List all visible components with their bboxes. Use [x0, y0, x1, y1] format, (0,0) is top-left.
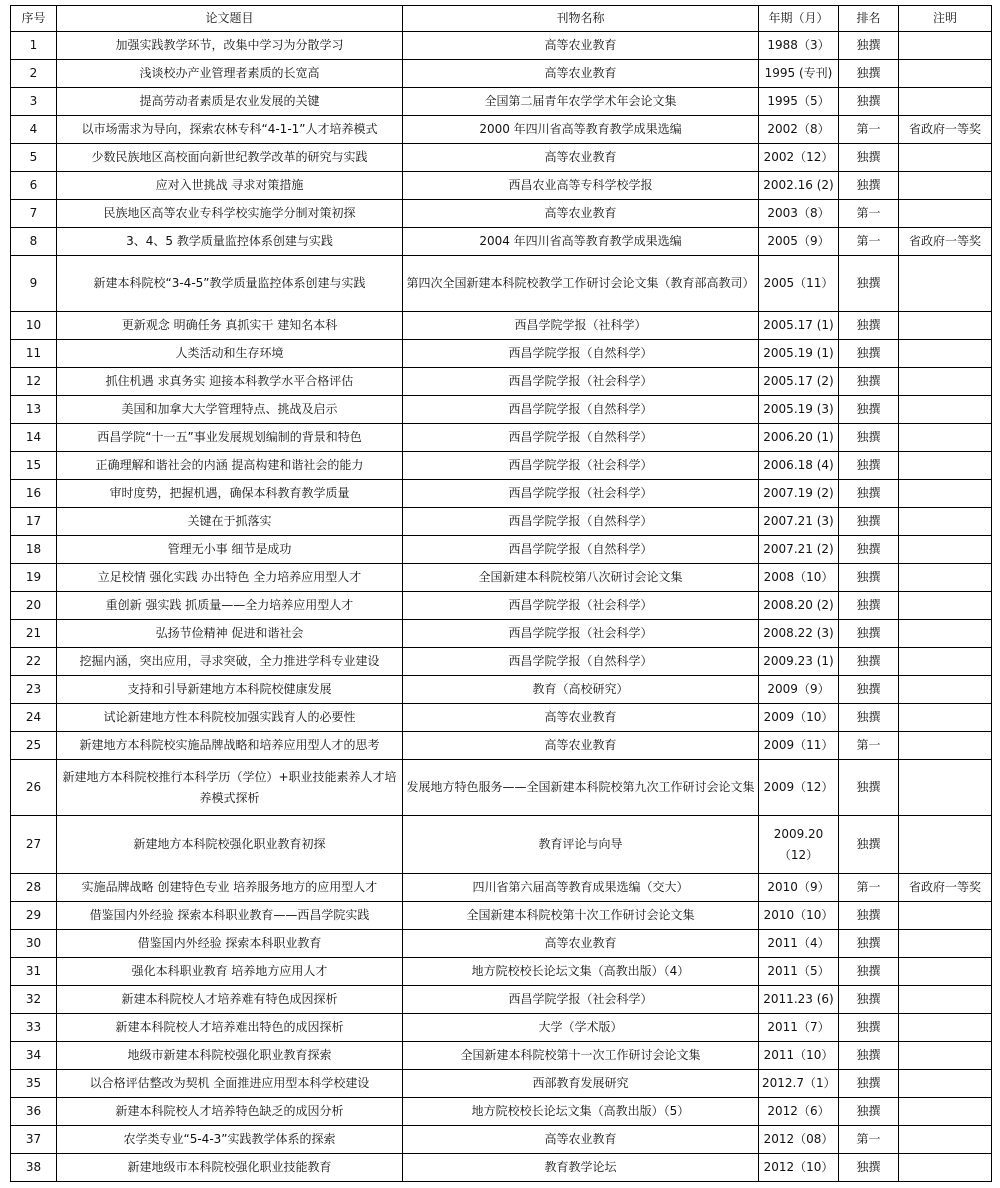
- cell-issue: 2005.19 (3): [759, 396, 839, 424]
- cell-journal: 地方院校校长论坛文集（高教出版）（4）: [403, 958, 759, 986]
- cell-title: 农学类专业“5-4-3”实践教学体系的探索: [57, 1126, 403, 1154]
- cell-title: 挖掘内涵，突出应用，寻求突破，全力推进学科专业建设: [57, 648, 403, 676]
- table-row: [11, 564, 992, 592]
- table-row: [11, 676, 992, 704]
- cell-rank: 独撰: [839, 620, 899, 648]
- cell-no: 13: [11, 396, 57, 424]
- cell-rank: 独撰: [839, 452, 899, 480]
- cell-rank: 独撰: [839, 88, 899, 116]
- table-row: [11, 144, 992, 172]
- table-row: [11, 648, 992, 676]
- cell-rank: 独撰: [839, 648, 899, 676]
- cell-issue: 2007.21 (3): [759, 508, 839, 536]
- cell-no: 24: [11, 704, 57, 732]
- cell-title: 实施品牌战略 创建特色专业 培养服务地方的应用型人才: [57, 874, 403, 902]
- cell-rank: 独撰: [839, 704, 899, 732]
- table-row: [11, 312, 992, 340]
- cell-journal: 四川省第六届高等教育成果选编（交大）: [403, 874, 759, 902]
- cell-title: 审时度势，把握机遇，确保本科教育教学质量: [57, 480, 403, 508]
- cell-no: 38: [11, 1154, 57, 1182]
- table-row: [11, 60, 992, 88]
- table-row: [11, 32, 992, 60]
- cell-note: [899, 536, 992, 564]
- cell-no: 12: [11, 368, 57, 396]
- cell-no: 35: [11, 1070, 57, 1098]
- cell-no: 7: [11, 200, 57, 228]
- table-row: [11, 1098, 992, 1126]
- cell-issue: 2005.17 (1): [759, 312, 839, 340]
- cell-journal: 西昌学院学报（社会科学）: [403, 368, 759, 396]
- cell-title: 支持和引导新建地方本科院校健康发展: [57, 676, 403, 704]
- cell-note: [899, 930, 992, 958]
- cell-note: [899, 508, 992, 536]
- cell-rank: 独撰: [839, 1098, 899, 1126]
- cell-rank: 独撰: [839, 676, 899, 704]
- cell-no: 1: [11, 32, 57, 60]
- cell-note: 省政府一等奖: [899, 228, 992, 256]
- cell-issue: 2009（10）: [759, 704, 839, 732]
- cell-note: [899, 88, 992, 116]
- cell-no: 15: [11, 452, 57, 480]
- cell-title: 新建本科院校“3-4-5”教学质量监控体系创建与实践: [57, 256, 403, 312]
- cell-no: 16: [11, 480, 57, 508]
- cell-note: [899, 1042, 992, 1070]
- cell-no: 14: [11, 424, 57, 452]
- cell-note: [899, 986, 992, 1014]
- cell-note: [899, 144, 992, 172]
- cell-title: 提高劳动者素质是农业发展的关键: [57, 88, 403, 116]
- cell-note: [899, 564, 992, 592]
- cell-rank: 独撰: [839, 986, 899, 1014]
- cell-title: 重创新 强实践 抓质量——全力培养应用型人才: [57, 592, 403, 620]
- cell-no: 17: [11, 508, 57, 536]
- cell-rank: 第一: [839, 732, 899, 760]
- cell-journal: 西昌学院学报（社科学）: [403, 312, 759, 340]
- cell-journal: 高等农业教育: [403, 704, 759, 732]
- cell-issue: 2010（10）: [759, 902, 839, 930]
- cell-rank: 第一: [839, 116, 899, 144]
- table-row: [11, 1042, 992, 1070]
- cell-journal: 西昌学院学报（社会科学）: [403, 592, 759, 620]
- cell-journal: 全国新建本科院校第八次研讨会论文集: [403, 564, 759, 592]
- cell-note: 省政府一等奖: [899, 874, 992, 902]
- table-row: [11, 172, 992, 200]
- cell-issue: 2009（11）: [759, 732, 839, 760]
- table-row: [11, 816, 992, 874]
- cell-rank: 独撰: [839, 312, 899, 340]
- table-row: [11, 986, 992, 1014]
- cell-journal: 西昌学院学报（社会科学）: [403, 480, 759, 508]
- cell-journal: 西昌学院学报（自然科学）: [403, 536, 759, 564]
- cell-title: 管理无小事 细节是成功: [57, 536, 403, 564]
- cell-journal: 全国新建本科院校第十次工作研讨会论文集: [403, 902, 759, 930]
- cell-title: 试论新建地方性本科院校加强实践育人的必要性: [57, 704, 403, 732]
- cell-journal: 发展地方特色服务——全国新建本科院校第九次工作研讨会论文集: [403, 760, 759, 816]
- cell-note: [899, 676, 992, 704]
- cell-issue: 2002（12）: [759, 144, 839, 172]
- cell-rank: 独撰: [839, 60, 899, 88]
- cell-no: 5: [11, 144, 57, 172]
- cell-title: 强化本科职业教育 培养地方应用人才: [57, 958, 403, 986]
- cell-no: 21: [11, 620, 57, 648]
- cell-no: 34: [11, 1042, 57, 1070]
- cell-title: 借鉴国内外经验 探索本科职业教育——西昌学院实践: [57, 902, 403, 930]
- cell-issue: 2007.19 (2): [759, 480, 839, 508]
- cell-no: 25: [11, 732, 57, 760]
- table-row: [11, 396, 992, 424]
- table-row: [11, 958, 992, 986]
- cell-no: 3: [11, 88, 57, 116]
- cell-journal: 西昌学院学报（自然科学）: [403, 396, 759, 424]
- cell-title: 浅谈校办产业管理者素质的长宽高: [57, 60, 403, 88]
- cell-no: 26: [11, 760, 57, 816]
- cell-note: [899, 200, 992, 228]
- table-row: [11, 88, 992, 116]
- cell-journal: 西昌学院学报（自然科学）: [403, 508, 759, 536]
- header-note: 注明: [899, 6, 992, 32]
- cell-journal: 高等农业教育: [403, 930, 759, 958]
- cell-note: [899, 732, 992, 760]
- cell-journal: 西昌学院学报（社会科学）: [403, 452, 759, 480]
- cell-title: 美国和加拿大大学管理特点、挑战及启示: [57, 396, 403, 424]
- cell-issue: 2006.20 (1): [759, 424, 839, 452]
- cell-note: [899, 760, 992, 816]
- cell-rank: 独撰: [839, 902, 899, 930]
- cell-title: 弘扬节俭精神 促进和谐社会: [57, 620, 403, 648]
- cell-note: [899, 1126, 992, 1154]
- cell-title: 新建地方本科院校推行本科学历（学位）+职业技能素养人才培养模式探析: [57, 760, 403, 816]
- cell-journal: 西昌学院学报（自然科学）: [403, 648, 759, 676]
- cell-title: 加强实践教学环节，改集中学习为分散学习: [57, 32, 403, 60]
- cell-journal: 2004 年四川省高等教育教学成果选编: [403, 228, 759, 256]
- cell-journal: 第四次全国新建本科院校教学工作研讨会论文集（教育部高教司）: [403, 256, 759, 312]
- cell-note: [899, 592, 992, 620]
- cell-issue: 2005.19 (1): [759, 340, 839, 368]
- cell-note: [899, 452, 992, 480]
- cell-note: [899, 648, 992, 676]
- table-row: [11, 1014, 992, 1042]
- cell-no: 20: [11, 592, 57, 620]
- cell-issue: 2007.21 (2): [759, 536, 839, 564]
- cell-journal: 2000 年四川省高等教育教学成果选编: [403, 116, 759, 144]
- cell-journal: 高等农业教育: [403, 732, 759, 760]
- cell-title: 新建地级市本科院校强化职业技能教育: [57, 1154, 403, 1182]
- cell-rank: 独撰: [839, 760, 899, 816]
- cell-title: 新建本科院校人才培养难出特色的成因探析: [57, 1014, 403, 1042]
- table-row: [11, 874, 992, 902]
- cell-journal: 高等农业教育: [403, 144, 759, 172]
- cell-note: [899, 1070, 992, 1098]
- cell-note: [899, 902, 992, 930]
- cell-journal: 高等农业教育: [403, 200, 759, 228]
- cell-no: 32: [11, 986, 57, 1014]
- table-row: [11, 452, 992, 480]
- cell-title: 民族地区高等农业专科学校实施学分制对策初探: [57, 200, 403, 228]
- cell-issue: 2011（4）: [759, 930, 839, 958]
- cell-title: 以市场需求为导向，探索农林专科“4-1-1”人才培养模式: [57, 116, 403, 144]
- cell-note: [899, 368, 992, 396]
- cell-rank: 独撰: [839, 480, 899, 508]
- cell-rank: 第一: [839, 228, 899, 256]
- cell-no: 30: [11, 930, 57, 958]
- cell-journal: 西昌学院学报（社会科学）: [403, 620, 759, 648]
- cell-note: [899, 704, 992, 732]
- cell-note: [899, 172, 992, 200]
- cell-issue: 2012（6）: [759, 1098, 839, 1126]
- cell-issue: 2012.7（1）: [759, 1070, 839, 1098]
- table-row: [11, 368, 992, 396]
- cell-note: [899, 480, 992, 508]
- table-row: [11, 902, 992, 930]
- header-row: [11, 6, 992, 32]
- cell-journal: 西部教育发展研究: [403, 1070, 759, 1098]
- cell-issue: 2008.20 (2): [759, 592, 839, 620]
- cell-no: 6: [11, 172, 57, 200]
- cell-note: [899, 816, 992, 874]
- cell-issue: 2012（10）: [759, 1154, 839, 1182]
- cell-title: 立足校情 强化实践 办出特色 全力培养应用型人才: [57, 564, 403, 592]
- cell-no: 4: [11, 116, 57, 144]
- cell-title: 地级市新建本科院校强化职业教育探索: [57, 1042, 403, 1070]
- cell-issue: 2011.23 (6): [759, 986, 839, 1014]
- header-journal: 刊物名称: [403, 6, 759, 32]
- cell-note: [899, 620, 992, 648]
- cell-note: [899, 1014, 992, 1042]
- cell-rank: 独撰: [839, 32, 899, 60]
- cell-issue: 2005.17 (2): [759, 368, 839, 396]
- table-row: [11, 508, 992, 536]
- table-row: [11, 760, 992, 816]
- header-issue: 年期（月）: [759, 6, 839, 32]
- cell-no: 8: [11, 228, 57, 256]
- cell-journal: 西昌学院学报（自然科学）: [403, 340, 759, 368]
- cell-rank: 第一: [839, 200, 899, 228]
- cell-rank: 独撰: [839, 172, 899, 200]
- table-row: [11, 1070, 992, 1098]
- cell-no: 31: [11, 958, 57, 986]
- cell-issue: 2002.16 (2): [759, 172, 839, 200]
- cell-note: [899, 32, 992, 60]
- cell-issue: 2011（7）: [759, 1014, 839, 1042]
- cell-title: 3、4、5 教学质量监控体系创建与实践: [57, 228, 403, 256]
- cell-no: 19: [11, 564, 57, 592]
- cell-journal: 高等农业教育: [403, 1126, 759, 1154]
- cell-rank: 独撰: [839, 340, 899, 368]
- cell-note: [899, 396, 992, 424]
- cell-no: 33: [11, 1014, 57, 1042]
- cell-no: 29: [11, 902, 57, 930]
- cell-issue: 2009（9）: [759, 676, 839, 704]
- table-row: [11, 732, 992, 760]
- table-row: [11, 1126, 992, 1154]
- papers-table-container: [10, 5, 991, 1182]
- cell-no: 10: [11, 312, 57, 340]
- header-title: 论文题目: [57, 6, 403, 32]
- table-row: [11, 256, 992, 312]
- cell-title: 抓住机遇 求真务实 迎接本科教学水平合格评估: [57, 368, 403, 396]
- cell-rank: 独撰: [839, 256, 899, 312]
- cell-rank: 第一: [839, 1126, 899, 1154]
- cell-journal: 全国第二届青年农学学术年会论文集: [403, 88, 759, 116]
- cell-no: 37: [11, 1126, 57, 1154]
- table-row: [11, 340, 992, 368]
- cell-note: 省政府一等奖: [899, 116, 992, 144]
- cell-rank: 独撰: [839, 1014, 899, 1042]
- cell-issue: 2002（8）: [759, 116, 839, 144]
- cell-title: 西昌学院“十一五”事业发展规划编制的背景和特色: [57, 424, 403, 452]
- cell-no: 23: [11, 676, 57, 704]
- cell-issue: 2005（9）: [759, 228, 839, 256]
- table-row: [11, 592, 992, 620]
- cell-no: 9: [11, 256, 57, 312]
- cell-rank: 独撰: [839, 144, 899, 172]
- cell-note: [899, 958, 992, 986]
- table-row: [11, 536, 992, 564]
- header-rank: 排名: [839, 6, 899, 32]
- cell-rank: 独撰: [839, 1070, 899, 1098]
- cell-no: 2: [11, 60, 57, 88]
- table-row: [11, 116, 992, 144]
- table-row: [11, 480, 992, 508]
- cell-issue: 2009（12）: [759, 760, 839, 816]
- table-row: [11, 1154, 992, 1182]
- cell-journal: 高等农业教育: [403, 60, 759, 88]
- cell-title: 以合格评估整改为契机 全面推进应用型本科学校建设: [57, 1070, 403, 1098]
- cell-journal: 大学（学术版）: [403, 1014, 759, 1042]
- cell-rank: 第一: [839, 874, 899, 902]
- cell-no: 11: [11, 340, 57, 368]
- table-row: [11, 704, 992, 732]
- cell-issue: 2011（10）: [759, 1042, 839, 1070]
- cell-rank: 独撰: [839, 536, 899, 564]
- cell-rank: 独撰: [839, 1042, 899, 1070]
- cell-issue: 2010（9）: [759, 874, 839, 902]
- cell-issue: 2009.20（12）: [759, 816, 839, 874]
- cell-title: 正确理解和谐社会的内涵 提高构建和谐社会的能力: [57, 452, 403, 480]
- cell-rank: 独撰: [839, 1154, 899, 1182]
- cell-journal: 教育教学论坛: [403, 1154, 759, 1182]
- cell-title: 新建本科院校人才培养特色缺乏的成因分析: [57, 1098, 403, 1126]
- cell-title: 少数民族地区高校面向新世纪教学改革的研究与实践: [57, 144, 403, 172]
- cell-journal: 西昌农业高等专科学校学报: [403, 172, 759, 200]
- table-row: [11, 200, 992, 228]
- cell-rank: 独撰: [839, 816, 899, 874]
- cell-rank: 独撰: [839, 564, 899, 592]
- cell-issue: 2012（08）: [759, 1126, 839, 1154]
- cell-rank: 独撰: [839, 368, 899, 396]
- cell-note: [899, 312, 992, 340]
- cell-journal: 高等农业教育: [403, 32, 759, 60]
- cell-issue: 2003（8）: [759, 200, 839, 228]
- cell-title: 借鉴国内外经验 探索本科职业教育: [57, 930, 403, 958]
- cell-rank: 独撰: [839, 592, 899, 620]
- cell-title: 新建本科院校人才培养难有特色成因探析: [57, 986, 403, 1014]
- cell-issue: 2005（11）: [759, 256, 839, 312]
- cell-rank: 独撰: [839, 508, 899, 536]
- cell-title: 更新观念 明确任务 真抓实干 建知名本科: [57, 312, 403, 340]
- cell-issue: 1995 (专刊): [759, 60, 839, 88]
- cell-issue: 2009.23 (1): [759, 648, 839, 676]
- cell-no: 28: [11, 874, 57, 902]
- cell-title: 应对入世挑战 寻求对策措施: [57, 172, 403, 200]
- cell-title: 新建地方本科院校强化职业教育初探: [57, 816, 403, 874]
- cell-title: 关键在于抓落实: [57, 508, 403, 536]
- cell-rank: 独撰: [839, 930, 899, 958]
- cell-note: [899, 60, 992, 88]
- cell-journal: 全国新建本科院校第十一次工作研讨会论文集: [403, 1042, 759, 1070]
- cell-journal: 教育评论与向导: [403, 816, 759, 874]
- cell-journal: 西昌学院学报（自然科学）: [403, 424, 759, 452]
- cell-note: [899, 256, 992, 312]
- cell-issue: 1988（3）: [759, 32, 839, 60]
- cell-issue: 1995（5）: [759, 88, 839, 116]
- cell-title: 人类活动和生存环境: [57, 340, 403, 368]
- table-row: [11, 620, 992, 648]
- cell-note: [899, 424, 992, 452]
- cell-title: 新建地方本科院校实施品牌战略和培养应用型人才的思考: [57, 732, 403, 760]
- papers-table: [10, 5, 992, 1182]
- cell-journal: 教育（高校研究）: [403, 676, 759, 704]
- cell-note: [899, 340, 992, 368]
- cell-issue: 2006.18 (4): [759, 452, 839, 480]
- cell-issue: 2008（10）: [759, 564, 839, 592]
- header-no: 序号: [11, 6, 57, 32]
- cell-no: 22: [11, 648, 57, 676]
- cell-no: 36: [11, 1098, 57, 1126]
- cell-note: [899, 1154, 992, 1182]
- table-row: [11, 424, 992, 452]
- table-row: [11, 930, 992, 958]
- cell-note: [899, 1098, 992, 1126]
- cell-no: 27: [11, 816, 57, 874]
- cell-rank: 独撰: [839, 958, 899, 986]
- cell-journal: 西昌学院学报（社会科学）: [403, 986, 759, 1014]
- table-row: [11, 228, 992, 256]
- cell-rank: 独撰: [839, 396, 899, 424]
- cell-rank: 独撰: [839, 424, 899, 452]
- cell-journal: 地方院校校长论坛文集（高教出版）（5）: [403, 1098, 759, 1126]
- cell-issue: 2011（5）: [759, 958, 839, 986]
- cell-no: 18: [11, 536, 57, 564]
- cell-issue: 2008.22 (3): [759, 620, 839, 648]
